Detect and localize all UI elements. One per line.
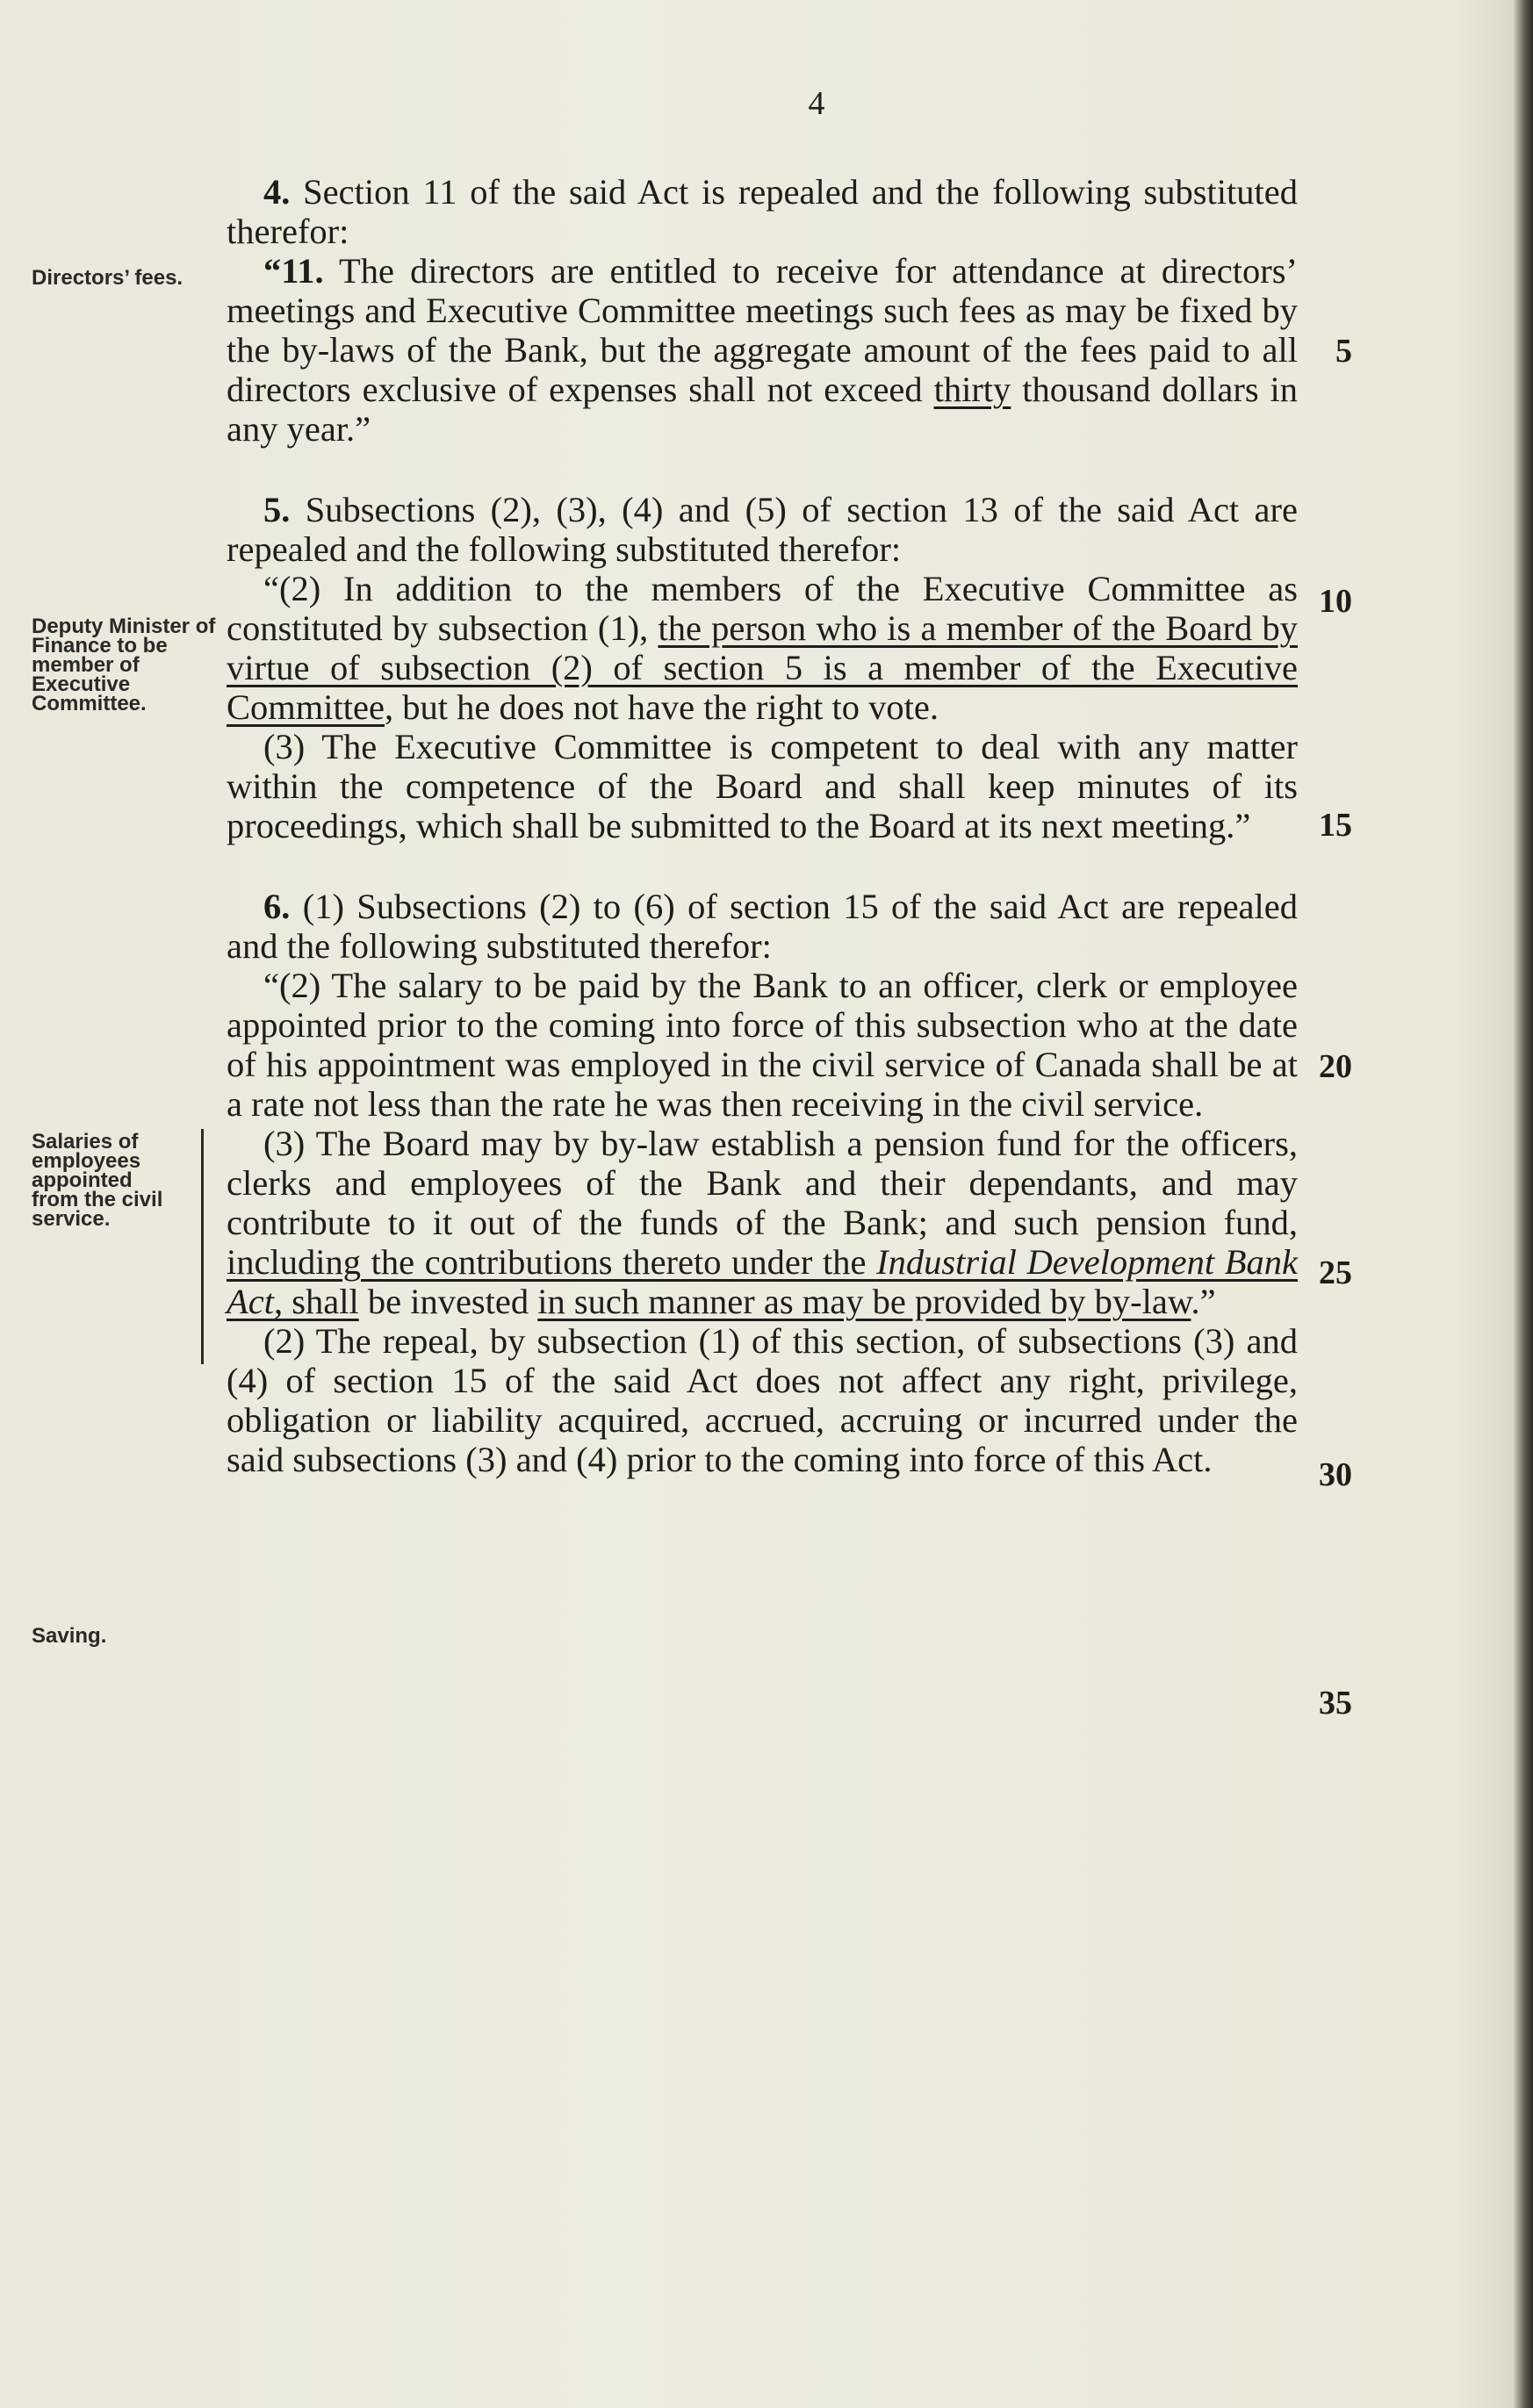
page-number: 4 bbox=[808, 85, 825, 122]
act-title-italic: Industrial Development Bank Act bbox=[227, 1242, 1299, 1321]
line-number: 15 bbox=[1319, 807, 1352, 844]
section-number: “11. bbox=[263, 251, 324, 291]
paragraph-text: (2) The repeal, by subsection (1) of this section, of subsections (3) and (4) of section 15 of the said Act does not affect any right, privilege, obligation or liability acquired, accrued, accruing or incurred under the said subsections (3) and (4) prior to the coming into force of this Act. bbox=[227, 1321, 1298, 1479]
paragraph-text: (3) The Executive Committee is competent to deal with any matter within the competence of the Board and shall keep minutes of its proceedings, which shall be submitted to the Board at its next meeting.” bbox=[227, 727, 1298, 845]
paragraph-text: .” bbox=[1191, 1282, 1216, 1321]
paragraph-text: “(2) The salary to be paid by the Bank to an officer, clerk or employee appointed prior to the coming into force of this subsection who at the date of his appointment was employed in the civil service of Canada shall be at a rate not less than the rate he was then receiving in the civil service. bbox=[227, 966, 1298, 1124]
underlined-amendment: the person who is a member of the Board by virtue of subsection (2) of section 5 is a member of the Executive Committee bbox=[227, 608, 1298, 727]
change-bar bbox=[201, 1129, 204, 1364]
line-number: 20 bbox=[1319, 1048, 1352, 1085]
saving-clause bbox=[227, 1321, 1298, 1479]
marginal-note-deputy-minister: Deputy Minister of Finance to be member of Executive Committee. bbox=[32, 615, 216, 715]
section-6-intro bbox=[227, 887, 1298, 966]
section-4-intro bbox=[227, 172, 1298, 251]
marginal-note-salaries: Salaries of employees appointed from the civil service. bbox=[32, 1130, 163, 1231]
paragraph-text: Section 11 of the said Act is repealed and the following substituted therefor: bbox=[227, 172, 1298, 251]
marginal-note-directors-fees: Directors’ fees. bbox=[32, 266, 184, 290]
line-number: 5 bbox=[1335, 333, 1352, 370]
paragraph-text: The directors are entitled to receive for attendance at directors’ meetings and Executive Committee meetings such fees as may be fixed by the by-laws of the Bank, but the aggregate amount of the fees paid to all directors exclusive of expenses shall not exceed bbox=[227, 251, 1298, 409]
line-number: 35 bbox=[1319, 1685, 1352, 1722]
section-11-text bbox=[227, 251, 1298, 449]
line-number: 10 bbox=[1319, 583, 1352, 620]
paragraph-text: Subsections (2), (3), (4) and (5) of section 13 of the said Act are repealed and the following substituted therefor: bbox=[227, 490, 1298, 569]
subsection-2-executive bbox=[227, 569, 1298, 727]
paragraph-text: thousand dollars in any year.” bbox=[227, 370, 1298, 449]
underlined-amendment: in such manner as may be provided by by-law bbox=[537, 1282, 1191, 1321]
section-5-intro bbox=[227, 490, 1298, 569]
section-number: 4. bbox=[263, 172, 291, 212]
paragraph-text: “(2) In addition to the members of the Executive Committee as constituted by subsection (1), bbox=[227, 569, 1298, 648]
subsection-2-salary bbox=[227, 966, 1298, 1124]
marginal-note-saving: Saving. bbox=[32, 1624, 107, 1648]
underlined-amendment: thirty bbox=[933, 370, 1011, 409]
paragraph-text: (1) Subsections (2) to (6) of section 15 of the said Act are repealed and the following substituted therefor: bbox=[227, 887, 1298, 966]
binding-edge bbox=[1514, 0, 1533, 2408]
paragraph-text: , but he does not have the right to vote. bbox=[384, 687, 939, 727]
line-number: 30 bbox=[1319, 1456, 1352, 1493]
section-number: 6. bbox=[263, 887, 291, 926]
paragraph-text: be invested bbox=[358, 1282, 538, 1321]
subsection-3-pension bbox=[227, 1124, 1298, 1321]
underlined-amendment: including the contributions thereto under the bbox=[227, 1242, 877, 1282]
underlined-amendment: , shall bbox=[273, 1282, 359, 1321]
paragraph-text: (3) The Board may by by-law establish a pension fund for the officers, clerks and employees of the Bank and their dependants, and may contribute to it out of the funds of the Bank; and such pension fund, bbox=[227, 1124, 1298, 1242]
subsection-3-executive bbox=[227, 727, 1298, 845]
body-text bbox=[227, 172, 1298, 1479]
section-number: 5. bbox=[263, 490, 291, 529]
line-number: 25 bbox=[1319, 1254, 1352, 1291]
